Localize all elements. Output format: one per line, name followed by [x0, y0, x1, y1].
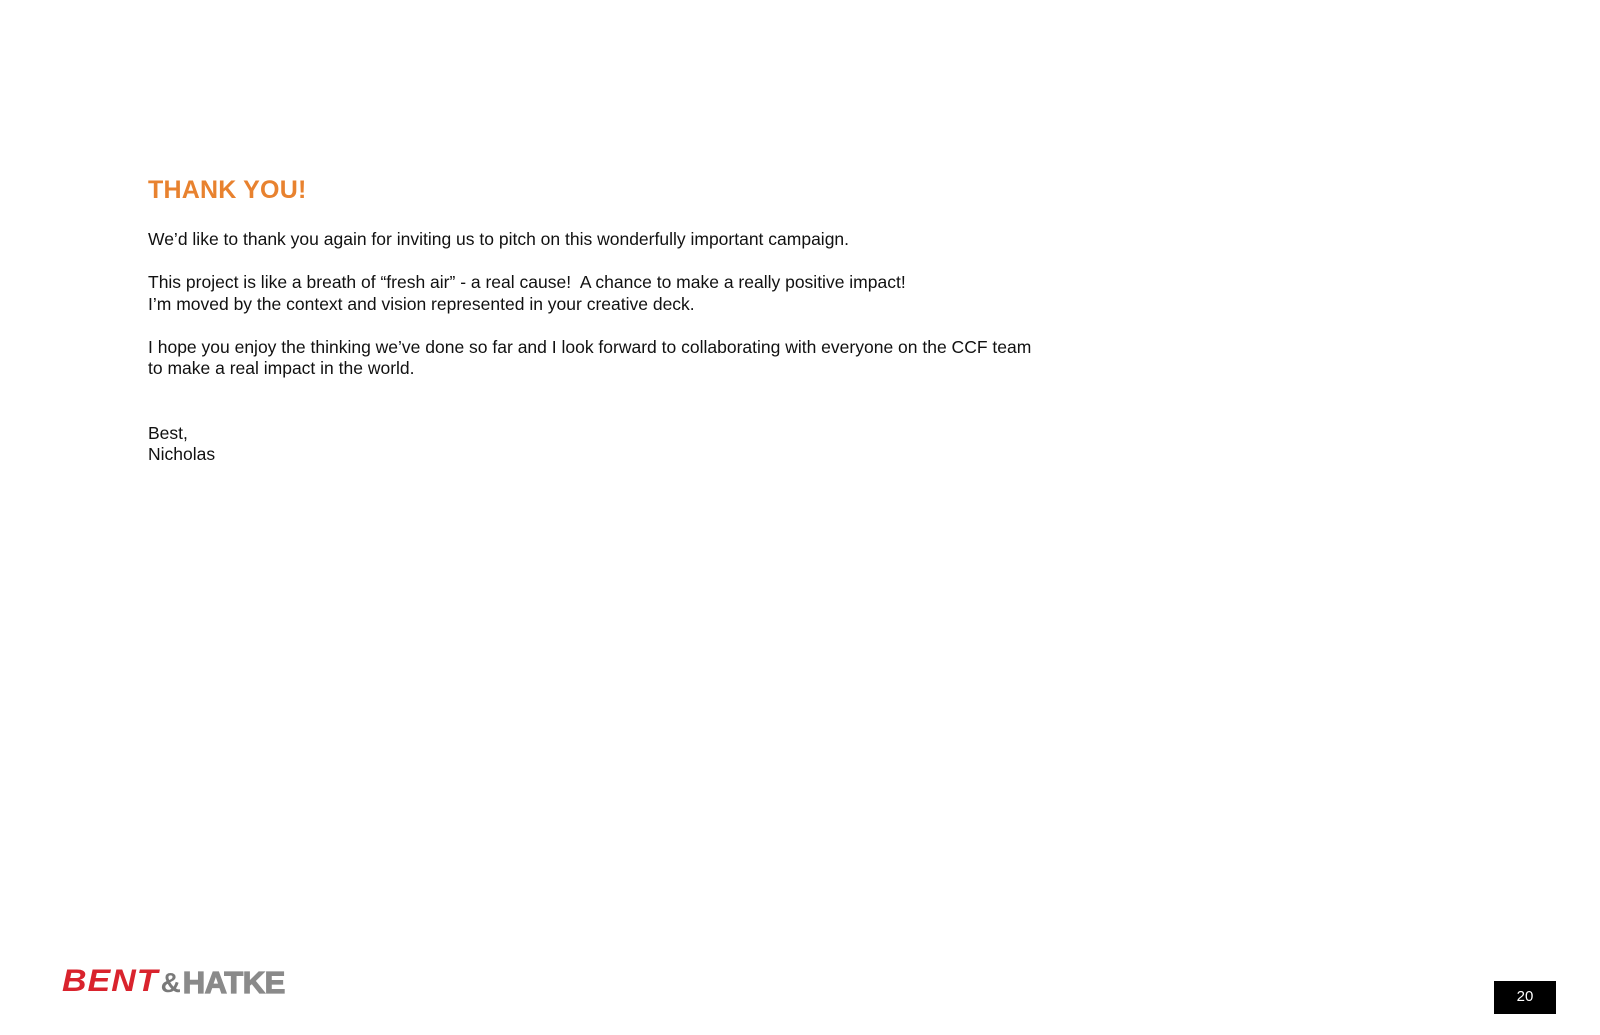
paragraph-line: This project is like a breath of “fresh air” - a real cause! A chance to make a really positive impact!: [148, 272, 906, 292]
paragraph-line: I’m moved by the context and vision represented in your creative deck.: [148, 293, 695, 314]
paragraph-collaboration: [148, 337, 1108, 380]
signoff: [148, 423, 1108, 466]
signoff-closing: Best,: [148, 422, 188, 443]
paragraph-line: I hope you enjoy the thinking we’ve done so far and I look forward to collaborating with everyone on the CCF team: [148, 336, 1032, 357]
paragraph-thanks: [148, 229, 1108, 251]
logo-text-hatke: HATKE: [182, 965, 285, 1000]
logo-text-bent: BENT: [62, 963, 159, 999]
page-number: 20: [1516, 988, 1534, 1005]
brand-logo: [62, 962, 285, 998]
page-number-badge: [1494, 981, 1556, 1014]
slide-content: [148, 174, 1108, 466]
paragraph-fresh-air: [148, 272, 1108, 315]
paragraph-line: We’d like to thank you again for inviting us to pitch on this wonderfully important campaign.: [148, 229, 850, 249]
signoff-name: Nicholas: [148, 444, 216, 464]
slide-title: THANK YOU!: [148, 176, 307, 204]
paragraph-line: to make a real impact in the world.: [148, 358, 415, 378]
logo-ampersand: &: [160, 967, 181, 998]
